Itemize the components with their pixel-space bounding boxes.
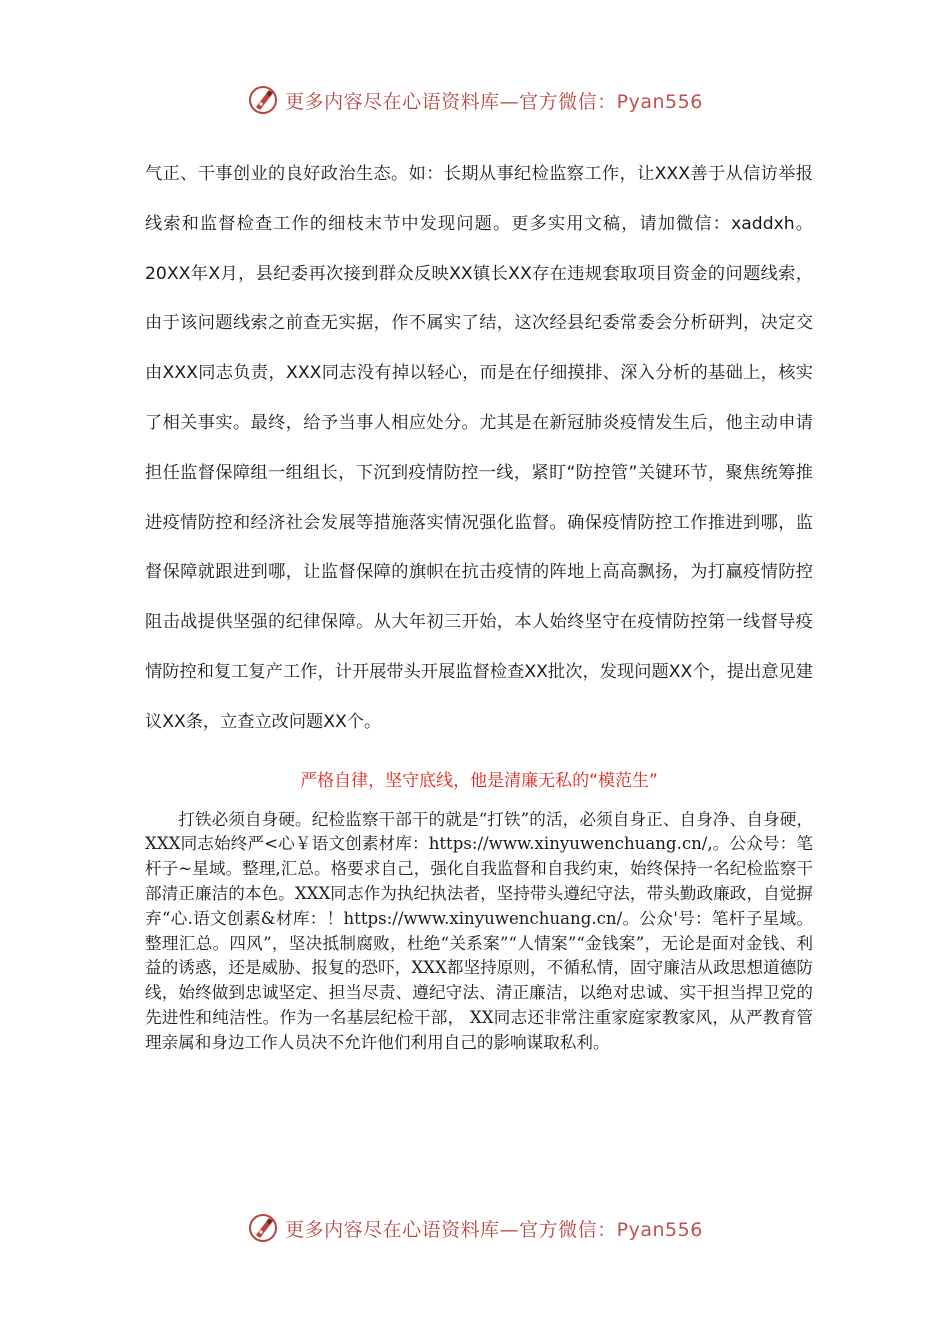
pen-nib-logo-icon xyxy=(247,1212,279,1244)
section-heading: 严格自律，坚守底线，他是清廉无私的“模范生” xyxy=(300,770,658,791)
footer-wechat-handle: Pyan556 xyxy=(616,1218,703,1241)
pen-nib-logo-icon xyxy=(247,84,279,116)
header-banner xyxy=(285,87,703,114)
document-body xyxy=(145,150,813,1056)
footer-banner-text: 更多内容尽在心语资料库—官方微信： xyxy=(285,1218,617,1241)
body-paragraph-1: 气正、干事创业的良好政治生态。如：长期从事纪检监察工作，让XXX善于从信访举报线索和监督检查工作的细枝末节中发现问题。更多实用文稿，请加微信：xaddxh。20XX年X月，县纪委再次接到群众反映XX镇长XX存在违规套取项目资金的问题线索，由于该问题线索之前查无实据，作不属实了结，这次经县纪委常委会分析研判，决定交由XXX同志负责，XXX同志没有掉以轻心，而是在仔细摸排、深入分析的基础上，核实了相关事实。最终，给予当事人相应处分。尤其是在新冠肺炎疫情发生后，他主动申请担任监督保障组一组组长，下沉到疫情防控一线，紧盯“防控管”关键环节，聚焦统筹推进疫情防控和经济社会发展等措施落实情况强化监督。确保疫情防控工作推进到哪，监督保障就跟进到哪，让监督保障的旗帜在抗击疫情的阵地上高高飘扬，为打赢疫情防控阻击战提供坚强的纪律保障。从大年初三开始，本人始终坚守在疫情防控第一线督导疫情防控和复工复产工作，计开展带头开展监督检查XX批次，发现问题XX个，提出意见建议XX条，立查立改问题XX个。 xyxy=(145,164,813,732)
page-footer xyxy=(0,1212,950,1244)
page-header xyxy=(0,84,950,116)
footer-banner xyxy=(285,1215,703,1242)
header-wechat-handle: Pyan556 xyxy=(616,90,703,113)
header-banner-text: 更多内容尽在心语资料库—官方微信： xyxy=(285,90,617,113)
body-paragraph-2: 打铁必须自身硬。纪检监察干部干的就是“打铁”的活，必须自身正、自身净、自身硬，XXX同志始终严<心￥语文创素材库：https://www.xinyuwenchuang.cn/,。公众号：笔杆子~星域。整理,汇总。格要求自己，强化自我监督和自我约束，始终保持一名纪检监察干部清正廉洁的本色。XXX同志作为执纪执法者，坚持带头遵纪守法，带头勤政廉政，自觉摒弃“心.语文创素&材库：！https://www.xinyuwenchuang.cn/。公众'号：笔杆子星域。整理汇总。四风”，坚决抵制腐败，杜绝“关系案”“人情案”“金钱案”，无论是面对金钱、利益的诱惑，还是威胁、报复的恐吓，XXX都坚持原则，不循私情，固守廉洁从政思想道德防线，始终做到忠诚坚定、担当尽责、遵纪守法、清正廉洁，以绝对忠诚、实干担当捍卫党的先进性和纯洁性。作为一名基层纪检干部， XX同志还非常注重家庭家教家风，从严教育管理亲属和身边工作人员决不允许他们利用自己的影响谋取私利。 xyxy=(145,809,813,1052)
